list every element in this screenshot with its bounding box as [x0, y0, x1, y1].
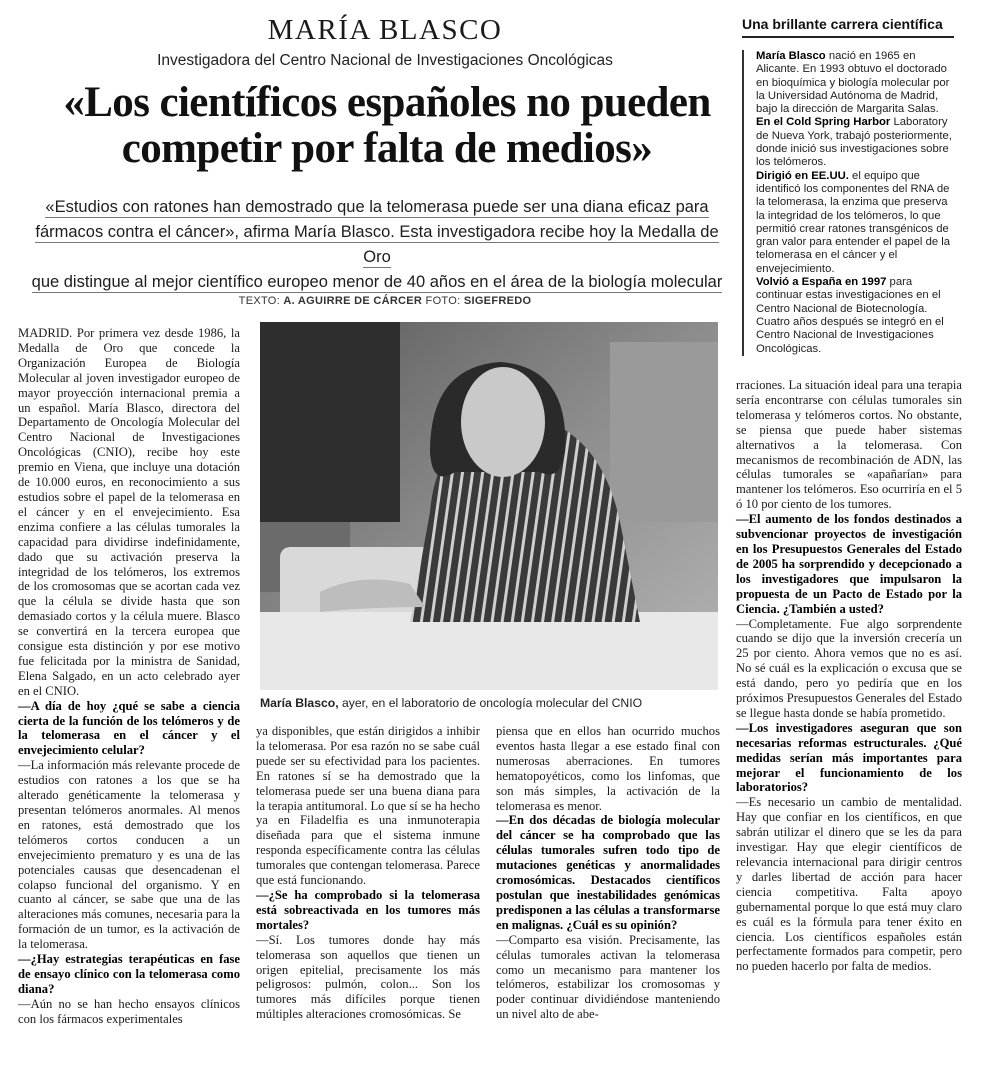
article-paragraph: piensa que en ellos han ocurrido muchos eventos hasta llegar a ese estado final con numerosas aberraciones. En tumores hematopoyéticos, como los linfomas, que son más simples, la activación de la telomerasa es menor. [496, 724, 720, 813]
article-paragraph: rraciones. La situación ideal para una terapia sería encontrarse con células tumorales sin telomerasa y telómeros cortos. No obstante, se piensa que puede haber sistemas alternativos a la telomerasa. Con mecanismos de recombinación de ADN, las células tumorales se «apañarían» para mantener los telómeros. Eso ocurriría en el 5 ó 10 por ciento de los tumores. [736, 378, 962, 512]
photographer-name: SIGEFREDO [463, 295, 532, 307]
headline-line: competir por falta de medios» [121, 125, 653, 172]
sidebar-item-text: para continuar estas investigaciones en el Centro Nacional de Biotecnología. Cuatro años después se integró en el Centro Nacional de Investigaciones Oncológicas. [756, 276, 944, 355]
article-paragraph: —Aún no se han hecho ensayos clínicos con los fármacos experimentales [18, 996, 240, 1026]
interview-question: —A día de hoy ¿qué se sabe a ciencia cierta de la función de los telómeros y de la telomerasa en el cáncer y el envejecimiento celular? [18, 698, 240, 758]
article-paragraph: —Completamente. Fue algo sorprendente cuando se dijo que la inversión crecería un 25 por ciento. Ahora vemos que no es así. No sé cuál es la explicación o excusa que se está dando, pero yo pediría que en los próximos Presupuestos Generales del Estado se llegue hasta donde se había prometido. [736, 616, 962, 720]
byline [40, 295, 730, 307]
photo-credit-label: FOTO: [425, 295, 461, 307]
sidebar-body [742, 50, 954, 356]
headline-line: «Los científicos españoles no pueden [63, 79, 711, 126]
sidebar-item-text: nació en 1965 en Alicante. En 1993 obtuvo el doctorado en bioquímica y biología molecular por la Universidad Autónoma de Madrid, bajo la dirección de Margarita Salas. [756, 50, 950, 116]
sidebar-title: Una brillante carrera científica [742, 16, 954, 38]
article-paragraph: —Sí. Los tumores donde hay más telomerasa son aquellos que tienen un origen epitelial, precisamente los más peligrosos: pulmón, colon... Son los tumores más difíciles porque tienen múltiples alteraciones cromosómicas. Se [256, 932, 480, 1022]
lead-paragraph [22, 195, 732, 295]
sidebar-item-lead: Volvió a España en 1997 [756, 276, 887, 289]
portrait-photo-graphic [260, 322, 718, 690]
interview-question: —¿Hay estrategias terapéuticas en fase de ensayo clínico con la telomerasa como diana? [18, 952, 240, 996]
article-paragraph: —La información más relevante procede de estudios con ratones a los que se ha alterado genéticamente la telomerasa y presentan telómeros anormales. Al menos en ratones, está demostrado que los telómeros cortos conducen a un envejecimiento prematuro y es una de las potenciales causas que desencadenan el colapso funcional del organismo. Y en cuanto al cáncer, se sabe que una de las alteraciones más comunes, necesaria para la formación de un tumor, es la activación de la telomerasa. [18, 758, 240, 952]
article-paragraph: —Es necesario un cambio de mentalidad. Hay que confiar en los científicos, en que sabrán utilizar el dinero que se les da para investigar. Hay que elegir científicos de relevancia internacional para dirigir centros y darles libertad de acción para hacer ciencia competitiva. Falta apoyo gubernamental porque lo que está muy claro es cuál es la fórmula para tener éxito en ciencia. Los científicos españoles están perfectamente formados para competir, pero no pueden hacerlo por falta de medios. [736, 795, 962, 974]
body-column-4 [736, 378, 962, 974]
sidebar-item-lead: Dirigió en EE.UU. [756, 169, 849, 182]
caption-text: ayer, en el laboratorio de oncología molecular del CNIO [338, 696, 643, 710]
lead-line: «Estudios con ratones han demostrado que la telomerasa puede ser una diana eficaz para [45, 198, 709, 216]
photo-caption [260, 696, 730, 710]
author-name: A. AGUIRRE DE CÁRCER [283, 295, 423, 307]
sidebar-item-text: Laboratory de Nueva York, trabajó posteriormente, donde inició sus investigaciones sobre los telómeros. [756, 116, 952, 169]
sidebar-item [756, 170, 954, 276]
interview-question: —Los investigadores aseguran que son necesarias reformas estructurales. ¿Qué medidas serían más importantes para mejorar el funcionamiento de los laboratorios? [736, 720, 962, 795]
article-paragraph: —Comparto esa visión. Precisamente, las células tumorales activan la telomerasa como un mecanismo para mantener los telómeros, estabilizar los cromosomas y poder continuar dividiéndose manteniendo un nivel alto de abe- [496, 932, 720, 1022]
sidebar-item [756, 116, 954, 169]
portrait-photo [260, 322, 718, 690]
interviewee-name: MARÍA BLASCO [267, 14, 503, 46]
lead-line: que distingue al mejor científico europeo menor de 40 años en el área de la biología molecular [31, 273, 723, 291]
body-column-3 [496, 724, 720, 1022]
sidebar-item [756, 50, 954, 116]
lead-line: fármacos contra el cáncer», afirma María Blasco. Esta investigadora recibe hoy la Medalla de Oro [35, 223, 719, 266]
interviewee-role: Investigadora del Centro Nacional de Investigaciones Oncológicas [157, 52, 613, 69]
article-paragraph: MADRID. Por primera vez desde 1986, la Medalla de Oro que concede la Organización Europea de Biología Molecular al joven investigador europeo de mayor proyección internacional premia a un español. María Blasco, directora del Departamento de Oncología Molecular del Centro Nacional de Investigaciones Oncológicas (CNIO), recibe hoy este premio en Viena, que incluye una dotación de 10.000 euros, en reconocimiento a sus estudios sobre el papel de la telomerasa en el cáncer y en el envejecimiento. Esa enzima confiere a las células tumorales la capacidad para dividirse indefinidamente, dado que su activación preserva la integridad de los telómeros, los extremos de los cromosomas que se acortan cada vez que la célula se divide hasta que son demasiado cortos y la célula muere. Blasco se convertirá en la tercera europea que consigue esta distinción y por ese motivo fue felicitada por la ministra de Sanidad, Elena Salgado, en un acto celebrado ayer en el CNIO. [18, 326, 240, 698]
sidebar-item-text: el equipo que identificó los componentes del RNA de la telomerasa, la enzima que preserva la integridad de los telómeros, lo que permitió crear ratones transgénicos de gran valor para entender el papel de la telomerasa en el cáncer y el envejecimiento. [756, 169, 951, 275]
body-column-1 [18, 326, 240, 1027]
interview-question: —El aumento de los fondos destinados a subvencionar proyectos de investigación en los Presupuestos Generales del Estado de 2005 ha sorprendido y decepcionado a los investigadores que impulsaron la propuesta de un Pacto de Estado por la Ciencia. ¿También a usted? [736, 512, 962, 616]
career-sidebar [742, 16, 954, 356]
article-paragraph: ya disponibles, que están dirigidos a inhibir la telomerasa. Por esa razón no se sabe cuál puede ser su efectividad para los pacientes. En ratones sí se ha demostrado que la telomerasa puede ser una buena diana para la terapia antitumoral. Lo que sí se ha hecho ya en Filadelfia es una inmunoterapia diseñada para que el sistema inmune responda específicamente contra las células tumorales que contengan telomerasa. Parece que está funcionando. [256, 724, 480, 888]
interview-question: —¿Se ha comprobado si la telomerasa está sobreactivada en los tumores más mortales? [256, 887, 480, 932]
text-credit-label: TEXTO: [238, 295, 280, 307]
headline [22, 80, 752, 172]
body-column-2 [256, 724, 480, 1022]
interview-question: —En dos décadas de biología molecular del cáncer se ha comprobado que las células tumorales sufren todo tipo de mutaciones genéticas y anormalidades cromosómicas. Destacados científicos postulan que inestabilidades genómicas predisponen a las células a transformarse en malignas. ¿Cuál es su opinión? [496, 813, 720, 932]
sidebar-item-lead: María Blasco [756, 50, 826, 62]
caption-name: María Blasco, [260, 696, 339, 710]
sidebar-item [756, 276, 954, 356]
sidebar-item-lead: En el Cold Spring Harbor [756, 116, 891, 129]
